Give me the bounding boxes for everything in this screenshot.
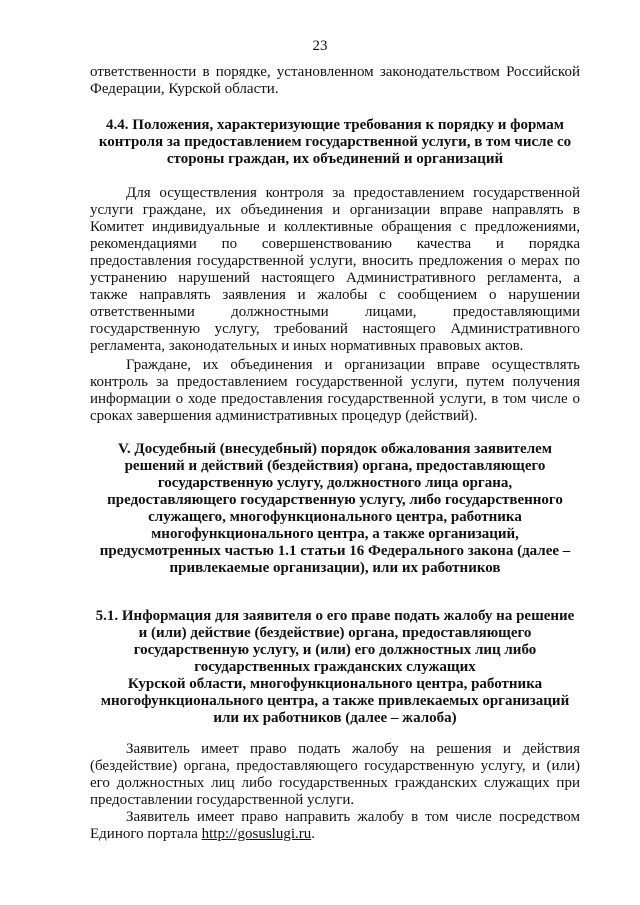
section-v-heading: V. Досудебный (внесудебный) порядок обжалования заявителем решений и действий (бездействия) органа, предоставляющего государственную услугу, должностного лица органа, предоставляющего государственную услугу, либо государственного служащего, многофункционального центра, работника многофункционального центра, а также организаций, предусмотренных частью 1.1 статьи 16 Федерального закона (далее – привлекаемые организации), или их работников xyxy=(99,441,571,576)
paragraph-text: Заявитель имеет право направить жалобу в том числе посредством Единого портала xyxy=(90,809,580,842)
section-4-4-paragraph-1: Для осуществления контроля за предоставлением государственной услуги граждане, их объединения и организации вправе направлять в Комитет индивидуальные и коллективные обращения с предложениями, рекомендациями по совершенствованию качества и порядка предоставления государственной услуги, вносить предложения о мерах по устранению нарушений настоящего Административного регламента, а также направлять заявления и жалобы с сообщением о нарушении ответственными должностными лицами, предоставляющими государственную услугу, требований настоящего Административного регламента, законодательных и иных нормативных правовых актов. xyxy=(90,185,580,354)
gosuslugi-link[interactable]: http://gosuslugi.ru xyxy=(201,826,312,842)
continuation-paragraph: ответственности в порядке, установленном законодательством Российской Федерации, Курской области. xyxy=(90,64,580,97)
section-5-1-paragraph-1: Заявитель имеет право подать жалобу на решения и действия (бездействие) органа, предоставляющего государственную услугу, и (или) его должностных лиц либо государственных гражданских служащих при предоставлении государственной услуги. xyxy=(90,741,580,808)
page-number: 23 xyxy=(312,38,328,54)
section-5-1-heading-continued: Курской области, многофункционального центра, работника многофункционального центра, а также привлекаемых организаций или их работников (далее – жалоба) xyxy=(100,676,570,726)
section-4-4-paragraph-2: Граждане, их объединения и организации вправе осуществлять контроль за предоставлением государственной услуги, путем получения информации о ходе предоставления государственной услуги, в том числе о сроках завершения административных процедур (действий). xyxy=(90,357,580,424)
section-5-1-paragraph-2 xyxy=(90,809,580,843)
section-5-1-heading: 5.1. Информация для заявителя о его праве подать жалобу на решение и (или) действие (бездействие) органа, предоставляющего государственную услугу, и (или) его должностных лиц либо государственных гражданских служащих xyxy=(95,608,575,675)
paragraph-end: . xyxy=(311,826,315,842)
section-4-4-heading: 4.4. Положения, характеризующие требования к порядку и формам контроля за предоставлением государственной услуги, в том числе со стороны граждан, их объединений и организаций xyxy=(98,117,572,167)
